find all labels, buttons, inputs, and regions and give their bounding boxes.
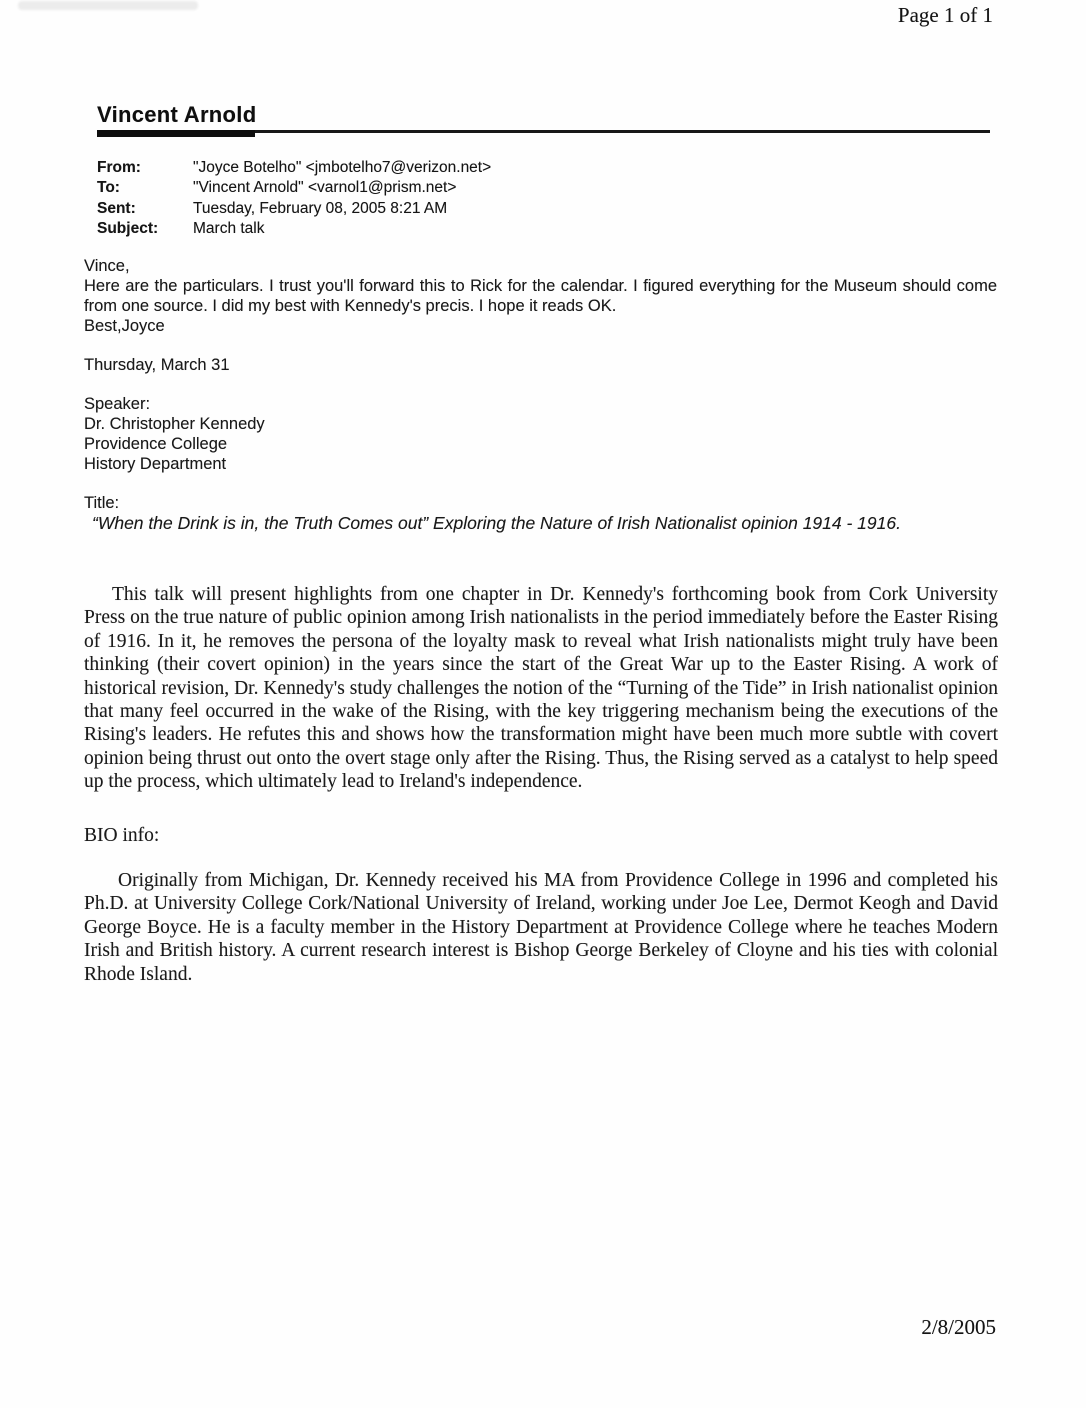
- meta-value: "Vincent Arnold" <varnol1@prism.net>: [193, 179, 457, 197]
- signoff-line: Best,Joyce: [84, 317, 165, 335]
- email-meta-block: [97, 158, 491, 239]
- greeting-line: Vince,: [84, 257, 130, 275]
- abstract-paragraph: This talk will present highlights from one chapter in Dr. Kennedy's forthcoming book from Cork University Press on the true nature of public opinion among Irish nationalists in the period immediately before the Easter Rising of 1916. In it, he removes the persona of the loyalty mask to reveal what Irish nationalists might truly have been thinking (their covert opinion) in the years since the start of the Great War up to the Easter Rising. A work of historical revision, Dr. Kennedy's study challenges the notion of the “Turning of the Tide” in Irish nationalist opinion that many feel occurred in the wake of the Rising, with the key triggering mechanism being the executions of the Rising's leaders. He refutes this and shows how the transformation might have been much more subtle with covert opinion being thrust out onto the overt stage only after the Rising. Thus, the Rising served as a catalyst to help speed up the process, which ultimately lead to Ireland's independence.: [84, 584, 998, 793]
- speaker-department: History Department: [84, 455, 227, 473]
- speaker-college: Providence College: [84, 435, 228, 453]
- meta-label: From:: [97, 159, 141, 176]
- talk-date-line: Thursday, March 31: [84, 356, 230, 374]
- speaker-name: Dr. Christopher Kennedy: [84, 415, 265, 433]
- meta-row-sent: [97, 199, 491, 219]
- meta-row-subject: [97, 219, 491, 239]
- bio-paragraph: Originally from Michigan, Dr. Kennedy received his MA from Providence College in 1996 and completed his Ph.D. at University College Cork/National University of Ireland, working under Joe Lee, Dermot Keogh and David George Boyce. He is a faculty member in the History Department at Providence College where he teaches Modern Irish and British history. A current research interest is Bishop George Berkeley of Cloyne and his ties with colonial Rhode Island.: [84, 870, 998, 985]
- meta-row-from: [97, 158, 491, 178]
- meta-row-to: [97, 178, 491, 198]
- meta-value: "Joyce Botelho" <jmbotelho7@verizon.net>: [193, 159, 492, 176]
- meta-label: To:: [97, 179, 120, 197]
- meta-label: Subject:: [97, 219, 159, 237]
- email-header: [97, 102, 990, 137]
- meta-label: Sent:: [97, 199, 136, 217]
- page-indicator: Page 1 of 1: [897, 3, 993, 27]
- scan-artifact-smudge: [18, 1, 198, 10]
- speaker-label: Speaker:: [84, 395, 151, 413]
- meta-value: Tuesday, February 08, 2005 8:21 AM: [193, 199, 448, 217]
- talk-details-section: [84, 583, 998, 986]
- bio-label: BIO info:: [84, 824, 160, 846]
- intro-paragraph: Here are the particulars. I trust you'll forward this to Rick for the calendar. I figured everything for the Museum should come from one source. I did my best with Kennedy's precis. I hope it reads OK.: [84, 277, 997, 315]
- talk-title: “When the Drink is in, the Truth Comes out” Exploring the Nature of Irish Nationalist opinion 1914 - 1916.: [92, 513, 901, 533]
- title-label: Title:: [84, 494, 120, 512]
- meta-value: March talk: [193, 219, 265, 237]
- header-divider: [97, 130, 990, 137]
- recipient-name-title: Vincent Arnold: [97, 102, 257, 127]
- email-body: [84, 256, 997, 535]
- print-date: 2/8/2005: [921, 1315, 996, 1339]
- header-divider-thick: [97, 130, 255, 137]
